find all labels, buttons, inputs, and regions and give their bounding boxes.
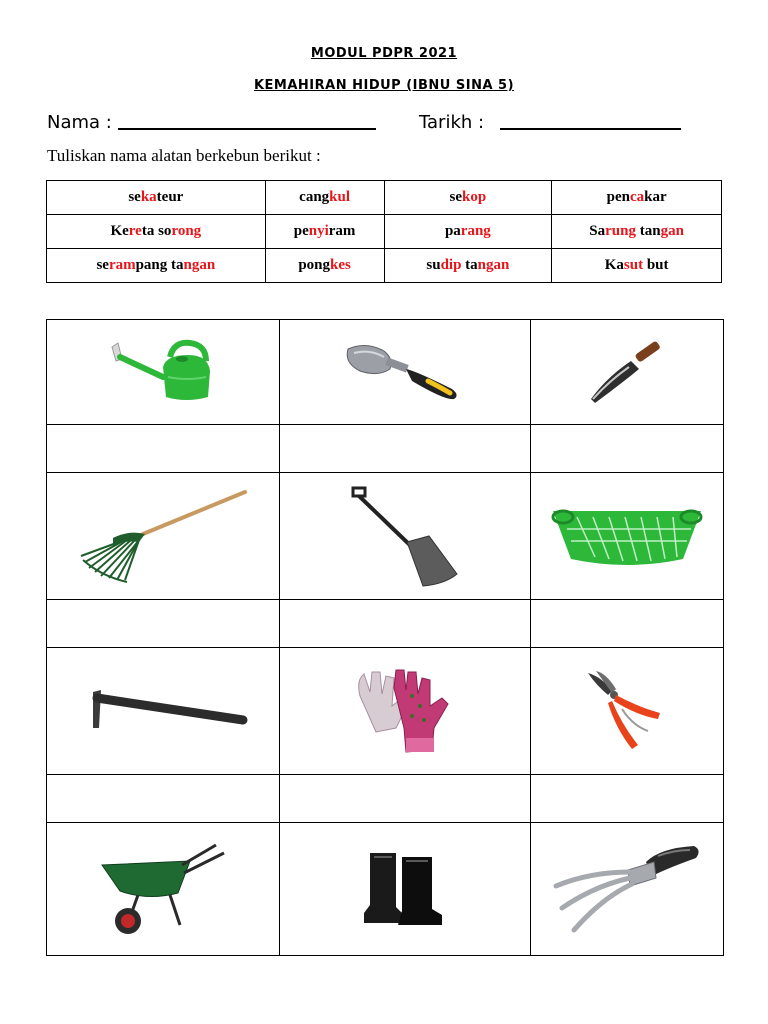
word-cell bbox=[265, 249, 384, 283]
gloves-image bbox=[350, 666, 460, 756]
instruction-text: Tuliskan nama alatan berkebun berikut : bbox=[47, 146, 321, 165]
word-cell bbox=[384, 181, 552, 215]
word-cell bbox=[552, 215, 722, 249]
date-line[interactable] bbox=[500, 128, 681, 130]
word-segment: teur bbox=[156, 189, 184, 205]
word-segment: pang ta bbox=[135, 257, 184, 273]
picture-cell bbox=[47, 823, 280, 956]
answer-cell[interactable] bbox=[47, 425, 280, 473]
word-segment: kul bbox=[329, 189, 351, 205]
word-row bbox=[47, 249, 722, 283]
word-row bbox=[47, 215, 722, 249]
basket-image bbox=[547, 501, 707, 571]
word-cell bbox=[47, 215, 266, 249]
word-segment: pen bbox=[606, 189, 630, 205]
shovel-image bbox=[345, 484, 465, 589]
word-segment: rang bbox=[460, 223, 491, 239]
word-segment: dip bbox=[440, 257, 462, 273]
picture-cell bbox=[531, 823, 724, 956]
answer-row bbox=[47, 600, 724, 648]
watering-can-image bbox=[108, 337, 218, 407]
word-cell bbox=[265, 215, 384, 249]
date-label: Tarikh : bbox=[419, 112, 485, 133]
word-segment: Ka bbox=[604, 257, 624, 273]
picture-cell bbox=[531, 473, 724, 600]
picture-row bbox=[47, 320, 724, 425]
picture-cell bbox=[279, 823, 530, 956]
word-segment: kar bbox=[644, 189, 667, 205]
word-segment: su bbox=[426, 257, 441, 273]
picture-row bbox=[47, 473, 724, 600]
word-segment: ka bbox=[140, 189, 157, 205]
answer-cell[interactable] bbox=[531, 600, 724, 648]
answer-row bbox=[47, 775, 724, 823]
answer-cell[interactable] bbox=[47, 600, 280, 648]
hand-fork-image bbox=[550, 842, 705, 937]
picture-cell bbox=[47, 473, 280, 600]
wheelbarrow-image bbox=[98, 839, 228, 939]
name-label: Nama : bbox=[47, 112, 112, 133]
word-segment: tan bbox=[635, 223, 661, 239]
word-segment: ram bbox=[108, 257, 136, 273]
picture-row bbox=[47, 648, 724, 775]
picture-cell bbox=[47, 320, 280, 425]
word-segment: ta bbox=[461, 257, 478, 273]
word-row bbox=[47, 181, 722, 215]
word-segment: pong bbox=[298, 257, 330, 273]
picture-cell bbox=[279, 320, 530, 425]
word-segment: rung bbox=[605, 223, 636, 239]
rake-image bbox=[73, 486, 253, 586]
hand-trowel-image bbox=[342, 337, 467, 407]
word-cell bbox=[552, 181, 722, 215]
answer-cell[interactable] bbox=[531, 425, 724, 473]
word-segment: sut bbox=[623, 257, 644, 273]
word-segment: but bbox=[643, 257, 669, 273]
answer-cell[interactable] bbox=[47, 775, 280, 823]
module-subtitle: KEMAHIRAN HIDUP (IBNU SINA 5) bbox=[253, 78, 515, 93]
picture-cell bbox=[531, 648, 724, 775]
secateurs-image bbox=[582, 669, 672, 754]
word-segment: pa bbox=[444, 223, 461, 239]
picture-cell bbox=[47, 648, 280, 775]
answer-cell[interactable] bbox=[279, 775, 530, 823]
name-line[interactable] bbox=[118, 128, 376, 130]
word-segment: se bbox=[96, 257, 109, 273]
picture-cell bbox=[531, 320, 724, 425]
word-segment: ram bbox=[328, 223, 356, 239]
word-segment: rong bbox=[171, 223, 202, 239]
word-bank-table bbox=[46, 180, 722, 283]
word-cell bbox=[552, 249, 722, 283]
word-cell bbox=[47, 181, 266, 215]
word-segment: ta so bbox=[141, 223, 172, 239]
word-segment: se bbox=[449, 189, 463, 205]
word-segment: nyi bbox=[308, 223, 329, 239]
answer-cell[interactable] bbox=[531, 775, 724, 823]
word-segment: kop bbox=[462, 189, 487, 205]
picture-table bbox=[46, 319, 724, 956]
word-segment: gan bbox=[660, 223, 684, 239]
word-segment: ngan bbox=[183, 257, 216, 273]
module-title: MODUL PDPR 2021 bbox=[310, 46, 458, 61]
word-segment: kes bbox=[330, 257, 351, 273]
word-segment: Sa bbox=[589, 223, 606, 239]
word-segment: ngan bbox=[477, 257, 510, 273]
picture-row bbox=[47, 823, 724, 956]
word-segment: re bbox=[128, 223, 142, 239]
word-segment: pe bbox=[293, 223, 309, 239]
word-segment: se bbox=[128, 189, 141, 205]
answer-cell[interactable] bbox=[279, 425, 530, 473]
answer-cell[interactable] bbox=[279, 600, 530, 648]
word-cell bbox=[47, 249, 266, 283]
picture-cell bbox=[279, 648, 530, 775]
answer-row bbox=[47, 425, 724, 473]
word-segment: Ke bbox=[110, 223, 129, 239]
machete-image bbox=[587, 337, 667, 407]
word-segment: cang bbox=[299, 189, 330, 205]
picture-cell bbox=[279, 473, 530, 600]
word-segment: ca bbox=[629, 189, 645, 205]
word-cell bbox=[384, 249, 552, 283]
word-cell bbox=[384, 215, 552, 249]
boots-image bbox=[362, 849, 447, 929]
word-cell bbox=[265, 181, 384, 215]
hoe-image bbox=[75, 684, 250, 739]
